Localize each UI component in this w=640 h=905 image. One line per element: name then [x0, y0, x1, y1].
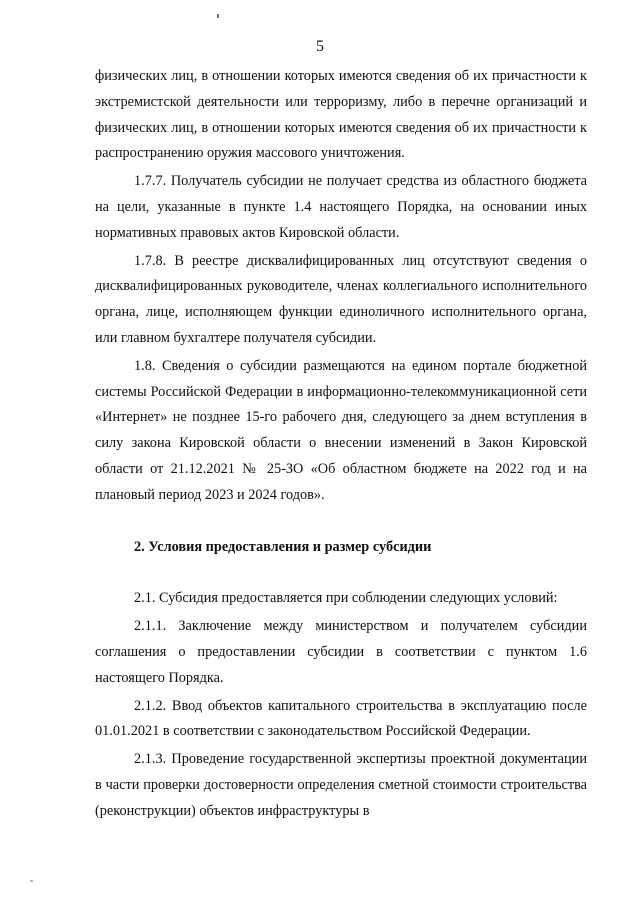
document-body: [95, 64, 587, 825]
paragraph-2-1-1: 2.1.1. Заключение между министерством и получателем субсидии соглашения о предоставлении субсидии в соответствии с пунктом 1.6 настоящего Порядка.: [95, 618, 587, 686]
paragraph-2-1-3: 2.1.3. Проведение государственной экспертизы проектной документации в части проверки достоверности определения сметной стоимости строительства (реконструкции) объектов инфраструктуры в: [95, 751, 587, 819]
paragraph-1-7-8: 1.7.8. В реестре дисквалифицированных лиц отсутствуют сведения о дисквалифицированных руководителе, членах коллегиального исполнительного органа, лице, исполняющем функции единоличного исполнительного органа, или главном бухгалтере получателя субсидии.: [95, 252, 587, 346]
section-heading: 2. Условия предоставления и размер субсидии: [134, 538, 432, 555]
paragraph-2-1: 2.1. Субсидия предоставляется при соблюдении следующих условий:: [134, 590, 558, 607]
scan-speck: [30, 880, 33, 882]
paragraph-1-8: 1.8. Сведения о субсидии размещаются на едином портале бюджетной системы Российской Федерации в информационно-телекоммуникационной сети «Интернет» не позднее 15-го рабочего дня, следующего за днем вступления в силу закона Кировской области о внесении изменений в Закон Кировской области от 21.12.2021 № 25-ЗО «Об областном бюджете на 2022 год и на плановый период 2023 и 2024 годов».: [95, 357, 587, 503]
paragraph-1-7-7: 1.7.7. Получатель субсидии не получает средства из областного бюджета на цели, указанные в пункте 1.4 настоящего Порядка, на основании иных нормативных правовых актов Кировской области.: [95, 173, 587, 241]
scan-speck: [217, 14, 219, 18]
paragraph-2-1-2: 2.1.2. Ввод объектов капитального строительства в эксплуатацию после 01.01.2021 в соответствии с законодательством Российской Федерации.: [95, 697, 587, 740]
page-number: 5: [316, 38, 324, 55]
paragraph-continuation: физических лиц, в отношении которых имеются сведения об их причастности к экстремистской деятельности или терроризму, либо в перечне организаций и физических лиц, в отношении которых имеются сведения об их причастности к распространению оружия массового уничтожения.: [95, 68, 587, 162]
